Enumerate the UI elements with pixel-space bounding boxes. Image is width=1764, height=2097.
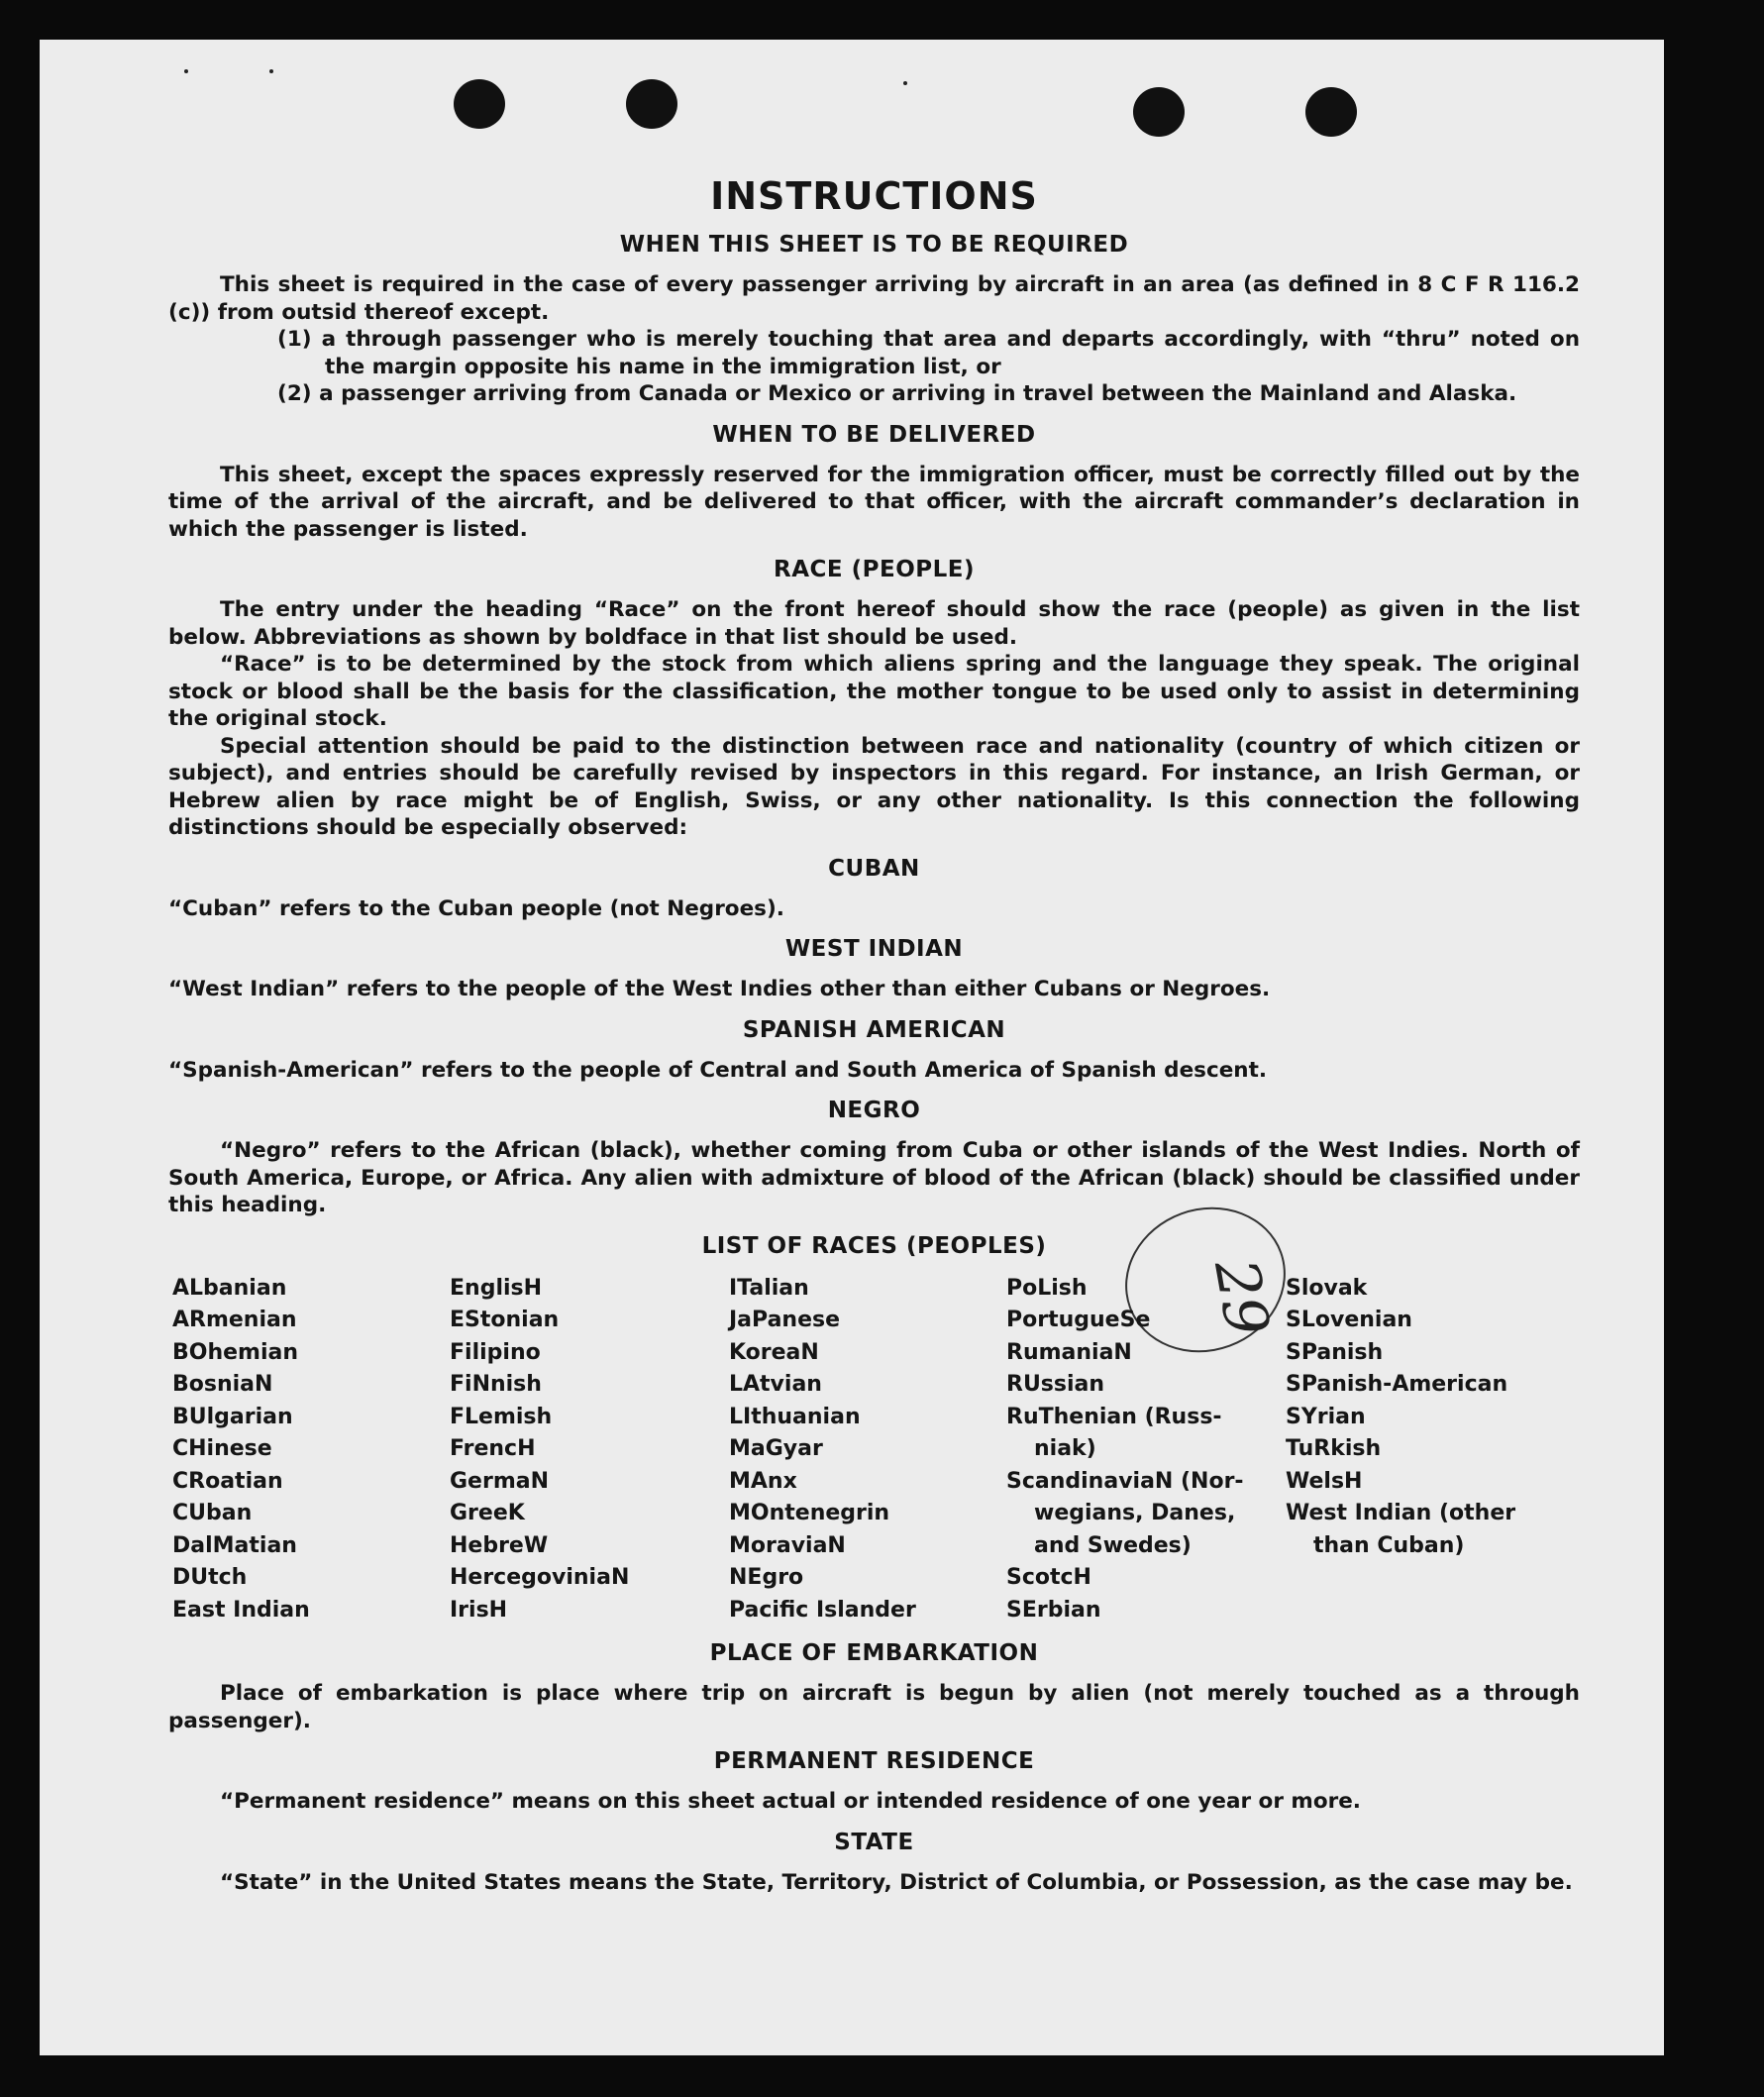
race-item: WelsH xyxy=(1286,1468,1363,1494)
race-item: West Indian (other xyxy=(1286,1501,1516,1525)
race-item: FiNnish xyxy=(450,1372,542,1397)
race-item: niak) xyxy=(1034,1436,1096,1461)
residence-text: “Permanent residence” means on this sheet actual or intended residence of one year or more. xyxy=(220,1789,1361,1814)
race-item: FLemish xyxy=(450,1404,553,1429)
race-item: BOhemian xyxy=(172,1339,299,1365)
heading-embarkation: PLACE OF EMBARKATION xyxy=(709,1640,1039,1666)
instructions-content xyxy=(168,139,1580,1896)
cuban-text: “Cuban” refers to the Cuban people (not Negroes). xyxy=(168,895,784,921)
race-item: LAtvian xyxy=(729,1372,822,1397)
race-item: ARmenian xyxy=(172,1308,297,1332)
speck xyxy=(903,81,907,85)
race-item: MaGyar xyxy=(729,1436,823,1461)
spanish-american-text: “Spanish-American” refers to the people of Central and South America of Spanish descent. xyxy=(168,1057,1268,1083)
race-item: JaPanese xyxy=(729,1308,841,1332)
race-item: CRoatian xyxy=(172,1468,283,1494)
race-item: ALbanian xyxy=(172,1275,287,1301)
heading-race: RACE (PEOPLE) xyxy=(774,557,975,582)
race-item: PortugueSe xyxy=(1006,1308,1151,1332)
race-item: MOntenegrin xyxy=(729,1501,890,1525)
heading-west-indian: WEST INDIAN xyxy=(784,936,964,962)
race-paragraph: “Race” is to be determined by the stock from which aliens spring and the language they speak. The original stock or blood shall be the basis for the classification, the mother tongue to be used only to assist in determining the original stock. xyxy=(168,652,1580,731)
punch-hole xyxy=(454,79,505,129)
race-item: MAnx xyxy=(729,1468,797,1494)
race-item: SLovenian xyxy=(1286,1308,1412,1332)
west-indian-text: “West Indian” refers to the people of the West Indies other than either Cubans or Negroes. xyxy=(168,977,1271,1001)
punch-hole xyxy=(1133,87,1185,137)
race-item: BosniaN xyxy=(172,1372,273,1397)
race-item: and Swedes) xyxy=(1034,1532,1192,1558)
race-item: SYrian xyxy=(1286,1404,1366,1429)
race-item: KoreaN xyxy=(729,1339,819,1365)
race-item: BUlgarian xyxy=(172,1404,293,1429)
race-column xyxy=(450,1273,729,1627)
race-column xyxy=(1006,1273,1286,1627)
race-item: GreeK xyxy=(450,1501,525,1525)
races-list xyxy=(172,1273,1580,1627)
race-item: LIthuanian xyxy=(729,1404,861,1429)
race-item: CHinese xyxy=(172,1436,272,1461)
race-item: PoLish xyxy=(1006,1275,1088,1301)
heading-state: STATE xyxy=(834,1829,914,1855)
speck xyxy=(269,69,273,73)
race-item: DUtch xyxy=(172,1565,248,1590)
race-column xyxy=(172,1273,450,1627)
race-item: MoraviaN xyxy=(729,1532,846,1558)
exception-list xyxy=(277,326,1580,408)
race-item: FrencH xyxy=(450,1436,536,1461)
document-page xyxy=(40,40,1664,2055)
race-column xyxy=(729,1273,1006,1627)
race-item: HercegoviniaN xyxy=(450,1565,630,1590)
race-item: ScotcH xyxy=(1006,1565,1091,1590)
heading-list-of-races: LIST OF RACES (PEOPLES) xyxy=(701,1232,1047,1259)
race-item: wegians, Danes, xyxy=(1034,1501,1236,1525)
race-item: TuRkish xyxy=(1286,1436,1382,1461)
race-item: ITalian xyxy=(729,1275,809,1301)
race-item: EnglisH xyxy=(450,1275,543,1301)
race-item: SPanish xyxy=(1286,1339,1384,1365)
when-delivered-text: This sheet, except the spaces expressly reserved for the immigration officer, must be correctly filled out by the time of the arrival of the aircraft, and be delivered to that officer, with the aircraft commander’s declaration in which the passenger is listed. xyxy=(168,462,1580,542)
race-item: NEgro xyxy=(729,1565,804,1590)
race-item: CUban xyxy=(172,1501,253,1525)
heading-negro: NEGRO xyxy=(827,1098,921,1123)
race-item: RuThenian (Russ- xyxy=(1006,1404,1222,1429)
embarkation-text: Place of embarkation is place where trip on aircraft is begun by alien (not merely touched as a through passenger). xyxy=(168,1681,1580,1733)
race-paragraph: Special attention should be paid to the distinction between race and nationality (country of which citizen or subject), and entries should be carefully revised by inspectors in this regard. For instance, an Irish German, or Hebrew alien by race might be of English, Swiss, or any other nationality. Is this connection the following distinctions should be especially observed: xyxy=(168,733,1580,840)
state-text: “State” in the United States means the State, Territory, District of Columbia, or Possession, as the case may be. xyxy=(220,1869,1573,1895)
page-title: INSTRUCTIONS xyxy=(710,174,1038,218)
race-item: RumaniaN xyxy=(1006,1339,1132,1365)
exception-item: (2) a passenger arriving from Canada or Mexico or arriving in travel between the Mainland and Alaska. xyxy=(277,381,1517,406)
when-required-intro: This sheet is required in the case of every passenger arriving by aircraft in an area (as defined in 8 C F R 116.2 (c)) from outsid thereof except. xyxy=(168,272,1580,325)
race-item: RUssian xyxy=(1006,1372,1105,1397)
race-item: than Cuban) xyxy=(1313,1532,1465,1558)
heading-when-required: WHEN THIS SHEET IS TO BE REQUIRED xyxy=(619,232,1129,258)
race-item: East Indian xyxy=(172,1597,310,1623)
negro-text: “Negro” refers to the African (black), whether coming from Cuba or other islands of the West Indies. North of South America, Europe, or Africa. Any alien with admixture of blood of the African (black) should be classified under this heading. xyxy=(168,1138,1580,1217)
race-item: DalMatian xyxy=(172,1532,297,1558)
race-item: ScandinaviaN (Nor- xyxy=(1006,1468,1244,1494)
race-item: SErbian xyxy=(1006,1597,1101,1623)
race-item: Pacific Islander xyxy=(729,1597,916,1623)
exception-item: (1) a through passenger who is merely touching that area and departs accordingly, with “thru” noted on the margin opposite his name in the immigration list, or xyxy=(277,327,1580,379)
speck xyxy=(184,69,188,73)
heading-cuban: CUBAN xyxy=(828,855,920,882)
race-item: Slovak xyxy=(1286,1275,1368,1301)
heading-spanish-american: SPANISH AMERICAN xyxy=(742,1016,1006,1043)
race-item: IrisH xyxy=(450,1597,508,1623)
race-item: GermaN xyxy=(450,1468,550,1494)
punch-hole xyxy=(1305,87,1357,137)
race-paragraph: The entry under the heading “Race” on the front hereof should show the race (people) as given in the list below. Abbreviations as shown by boldface in that list should be used. xyxy=(168,597,1580,650)
heading-residence: PERMANENT RESIDENCE xyxy=(713,1748,1035,1774)
race-column xyxy=(1286,1273,1583,1627)
race-item: SPanish-American xyxy=(1286,1372,1508,1397)
heading-when-delivered: WHEN TO BE DELIVERED xyxy=(712,421,1036,448)
punch-hole xyxy=(626,79,677,129)
race-item: EStonian xyxy=(450,1308,560,1332)
race-item: HebreW xyxy=(450,1532,549,1558)
handwritten-number: 29 xyxy=(1200,1254,1283,1341)
race-item: Filipino xyxy=(450,1339,541,1365)
